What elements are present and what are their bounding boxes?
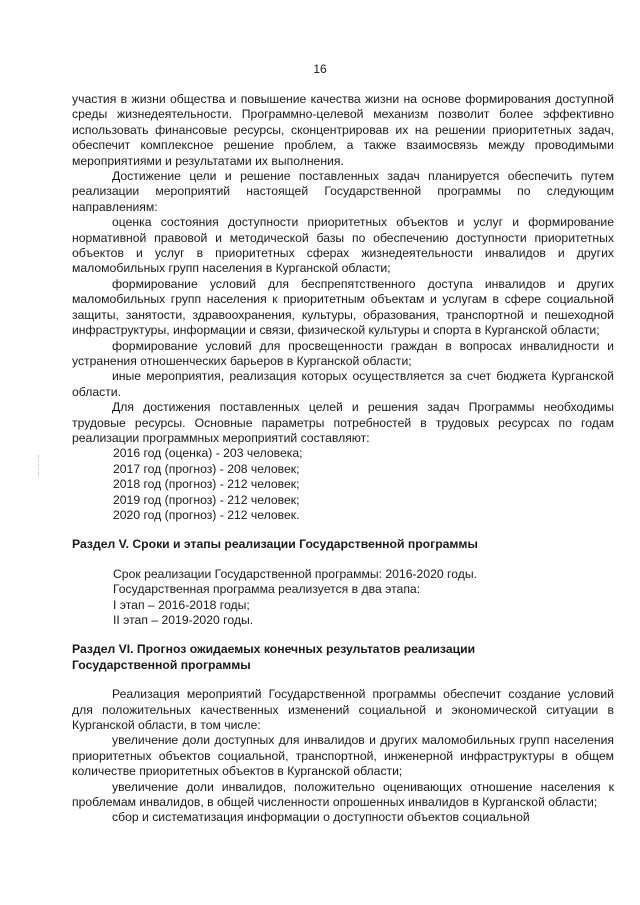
labor-year-2016: 2016 год (оценка) - 203 человека; xyxy=(113,446,303,461)
labor-year-2018: 2018 год (прогноз) - 212 человек; xyxy=(113,477,300,492)
paragraph-labor-resources: Для достижения поставленных целей и решения задач Программы необходимы трудовые ресурсы. Основные параметры потребностей в трудовых ресурсах по годам реализации программных мероприятий составляют: xyxy=(72,400,614,445)
paragraph-continuation: участия в жизни общества и повышение качества жизни на основе формирования доступной среды жизнедеятельности. Программно-целевой механизм позволит более эффективно использовать финансовые ресурсы, сконцентрировав их на решении приоритетных задач, обеспечит комплексное решение проблем, а также взаимосвязь между проводимыми мероприятиями и результатами их выполнения. xyxy=(72,92,614,168)
labor-year-2019: 2019 год (прогноз) - 212 человек; xyxy=(113,492,300,507)
paragraph-direction-education: формирование условий для просвещенности граждан в вопросах инвалидности и устранения отношенческих барьеров в Курганской области; xyxy=(72,338,614,368)
paragraph-result-attitude: увеличение доли инвалидов, положительно оценивающих отношение населения к проблемам инвалидов, в общей численности опрошенных инвалидов в Курганской области; xyxy=(72,779,614,810)
labor-year-2020: 2020 год (прогноз) - 212 человек. xyxy=(113,507,300,522)
spacer xyxy=(72,523,614,537)
section-5-heading: Раздел V. Сроки и этапы реализации Государственной программы xyxy=(72,537,478,552)
section-6-heading-line-1: Раздел VI. Прогноз ожидаемых конечных результатов реализации xyxy=(72,642,476,657)
document-body xyxy=(72,92,614,826)
section-5-stage-1: I этап – 2016-2018 годы; xyxy=(113,597,250,612)
paragraph-direction-assessment: оценка состояния доступности приоритетных объектов и услуг и формирование нормативной правовой и методической базы по обеспечению доступности приоритетных объектов и услуг в приоритетных сферах жизнедеятельности инвалидов и других маломобильных групп населения в Курганской области; xyxy=(72,215,614,276)
paragraph-goal-achievement: Достижение цели и решение поставленных задач планируется обеспечить путем реализации мероприятий настоящей Государственной программы по следующим направлениям: xyxy=(72,169,614,214)
spacer xyxy=(72,628,614,642)
spacer xyxy=(72,553,614,567)
section-6-heading-line-2: Государственной программы xyxy=(72,657,251,672)
section-5-stage-2: II этап – 2019-2020 годы. xyxy=(113,613,254,627)
paragraph-result-accessible-objects: увеличение доли доступных для инвалидов и других маломобильных групп населения приоритетных объектов социальной, транспортной, инженерной инфраструктуры в общем количестве приоритетных объектов в Курганской области; xyxy=(72,733,614,779)
paragraph-direction-other: иные мероприятия, реализация которых осуществляется за счет бюджета Курганской области. xyxy=(72,369,614,399)
labor-year-2017: 2017 год (прогноз) - 208 человек; xyxy=(113,461,300,476)
scan-artifact xyxy=(38,455,41,477)
section-5-term: Срок реализации Государственной программы: 2016-2020 годы. xyxy=(113,566,477,581)
page-number: 16 xyxy=(313,62,327,76)
paragraph-result-information: сбор и систематизация информации о доступности объектов социальной xyxy=(112,810,530,825)
paragraph-direction-access: формирование условий для беспрепятственного доступа инвалидов и других маломобильных групп населения к приоритетным объектам и услугам в сфере социальной защиты, занятости, здравоохранения, культуры, образования, транспортной и пешеходной инфраструктуры, информации и связи, физической культуры и спорта в Курганской области; xyxy=(72,276,614,338)
section-5-stages: Государственная программа реализуется в два этапа: xyxy=(113,582,421,597)
paragraph-results-intro: Реализация мероприятий Государственной программы обеспечит создание условий для положительных качественных изменений социальной и экономической ситуации в Курганской области, в том числе: xyxy=(72,687,614,733)
spacer xyxy=(72,673,614,687)
